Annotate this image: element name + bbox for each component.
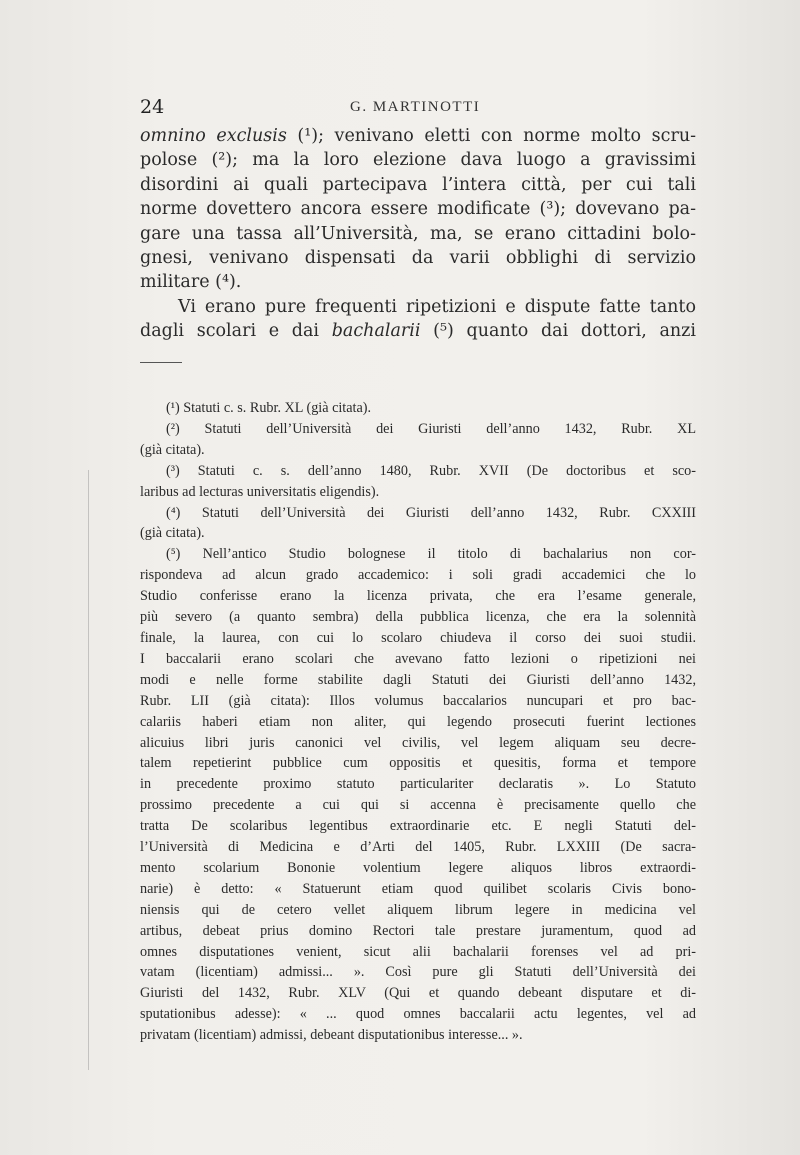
main-line: norme dovettero ancora essere modificate (³); dovevano pa- [140, 199, 696, 220]
footnote-line: (¹) Statuti c. s. Rubr. XL (già citata). [166, 400, 372, 416]
footnote-line: prossimo precedente a cui qui si accenna è precisamente quello che [140, 797, 696, 814]
footnote-line: I baccalarii erano scolari che avevano fatto lezioni o ripetizioni nei [140, 650, 696, 667]
footnote-line: talem repetierint pubblice cum oppositis et quesitis, forma et tempore [140, 755, 696, 772]
footnote-line: laribus ad lecturas universitatis eligendis). [140, 483, 380, 500]
footnote-line: (⁵) Nell’antico Studio bolognese il titolo di bachalarius non cor- [166, 546, 696, 563]
running-head: G. MARTINOTTI [350, 99, 481, 115]
footnote-line: modi e nelle forme stabilite dagli Statuti dei Giuristi dell’anno 1432, [140, 671, 696, 688]
footnote-line: calariis haberi etiam non aliter, qui legendo prosecuti fuerint lectiones [140, 713, 696, 730]
footnote-line: artibus, debeat prius domino Rectori tale prestare juramentum, quod ad [140, 922, 696, 939]
footnote-line: alicuius libri juris canonici vel civilis, vel legem aliquam seu decre- [140, 734, 696, 751]
footnote-line: (già citata). [140, 441, 205, 458]
page-header [140, 96, 696, 122]
footnote-line: (già citata). [140, 525, 205, 542]
main-line: omnino exclusis (¹); venivano eletti con norme molto scru- [140, 126, 696, 146]
footnote-rule [140, 362, 182, 363]
footnote-line: l’Università di Medicina e d’Arti del 1405, Rubr. LXXIII (De sacra- [140, 839, 696, 856]
footnote-line: tratta De scolaribus legentibus extraordinarie etc. E negli Statuti del- [140, 818, 696, 835]
footnote-line: vatam (licentiam) admissi... ». Così pure gli Statuti dell’Università dei [140, 964, 696, 981]
footnote-line: Rubr. LII (già citata): Illos volumus baccalarios nuncupari et pro bac- [140, 692, 696, 709]
footnote-line: (⁴) Statuti dell’Università dei Giuristi dell’anno 1432, Rubr. CXXIII [166, 504, 696, 521]
footnote-line: mento scolarium Bononie volentium legere aliquos libros extraordi- [140, 859, 696, 876]
main-line: disordini ai quali partecipava l’intera città, per cui tali [140, 174, 696, 195]
margin-mark [88, 470, 107, 1070]
footnote-line: Giuristi del 1432, Rubr. XLV (Qui et quando debeant disputare et di- [140, 985, 696, 1002]
footnote-line: più severo (a quanto sembra) della pubblica licenza, che era la solennità [140, 609, 696, 626]
footnote-line: finale, la laurea, con cui lo scolaro chiudeva il corso dei suoi studii. [140, 629, 696, 646]
footnote-line: niensis qui de cetero vellet aliquem librum legere in medicina vel [140, 901, 696, 918]
footnote-line: narie) è detto: « Statuerunt etiam quod quilibet scolaris Civis bono- [140, 880, 696, 897]
footnote-line: (²) Statuti dell’Università dei Giuristi dell’anno 1432, Rubr. XL [166, 420, 696, 437]
footnotes [140, 398, 696, 1046]
main-line: Vi erano pure frequenti ripetizioni e dispute fatte tanto [178, 296, 696, 317]
main-line: dagli scolari e dai bachalarii (⁵) quanto dai dottori, anzi [140, 321, 696, 342]
footnote-line: (³) Statuti c. s. dell’anno 1480, Rubr. XVII (De doctoribus et sco- [166, 462, 696, 479]
main-line: gare una tassa all’Università, ma, se erano cittadini bolo- [140, 223, 696, 244]
footnote-line: Studio conferisse erano la licenza privata, che era l’esame generale, [140, 588, 696, 605]
footnote-line: sputationibus adesse): « ... quod omnes baccalarii actu legentes, vel ad [140, 1006, 696, 1023]
footnote-line: omnes disputationes venient, sicut alii bachalarii forenses vel ad pri- [140, 943, 696, 960]
footnote-line: rispondeva ad alcun grado accademico: i soli gradi accademici che lo [140, 567, 696, 584]
footnote-line: in precedente proximo statuto particulariter declaratis ». Lo Statuto [140, 776, 696, 793]
main-line: polose (²); ma la loro elezione dava luogo a gravissimi [140, 150, 696, 171]
main-line: militare (⁴). [140, 272, 242, 293]
page-number: 24 [140, 96, 165, 118]
footnote-line: privatam (licentiam) admissi, debeant disputationibus interesse... ». [140, 1027, 523, 1044]
main-line: gnesi, venivano dispensati da varii obblighi di servizio [140, 248, 696, 269]
main-text [140, 124, 696, 344]
